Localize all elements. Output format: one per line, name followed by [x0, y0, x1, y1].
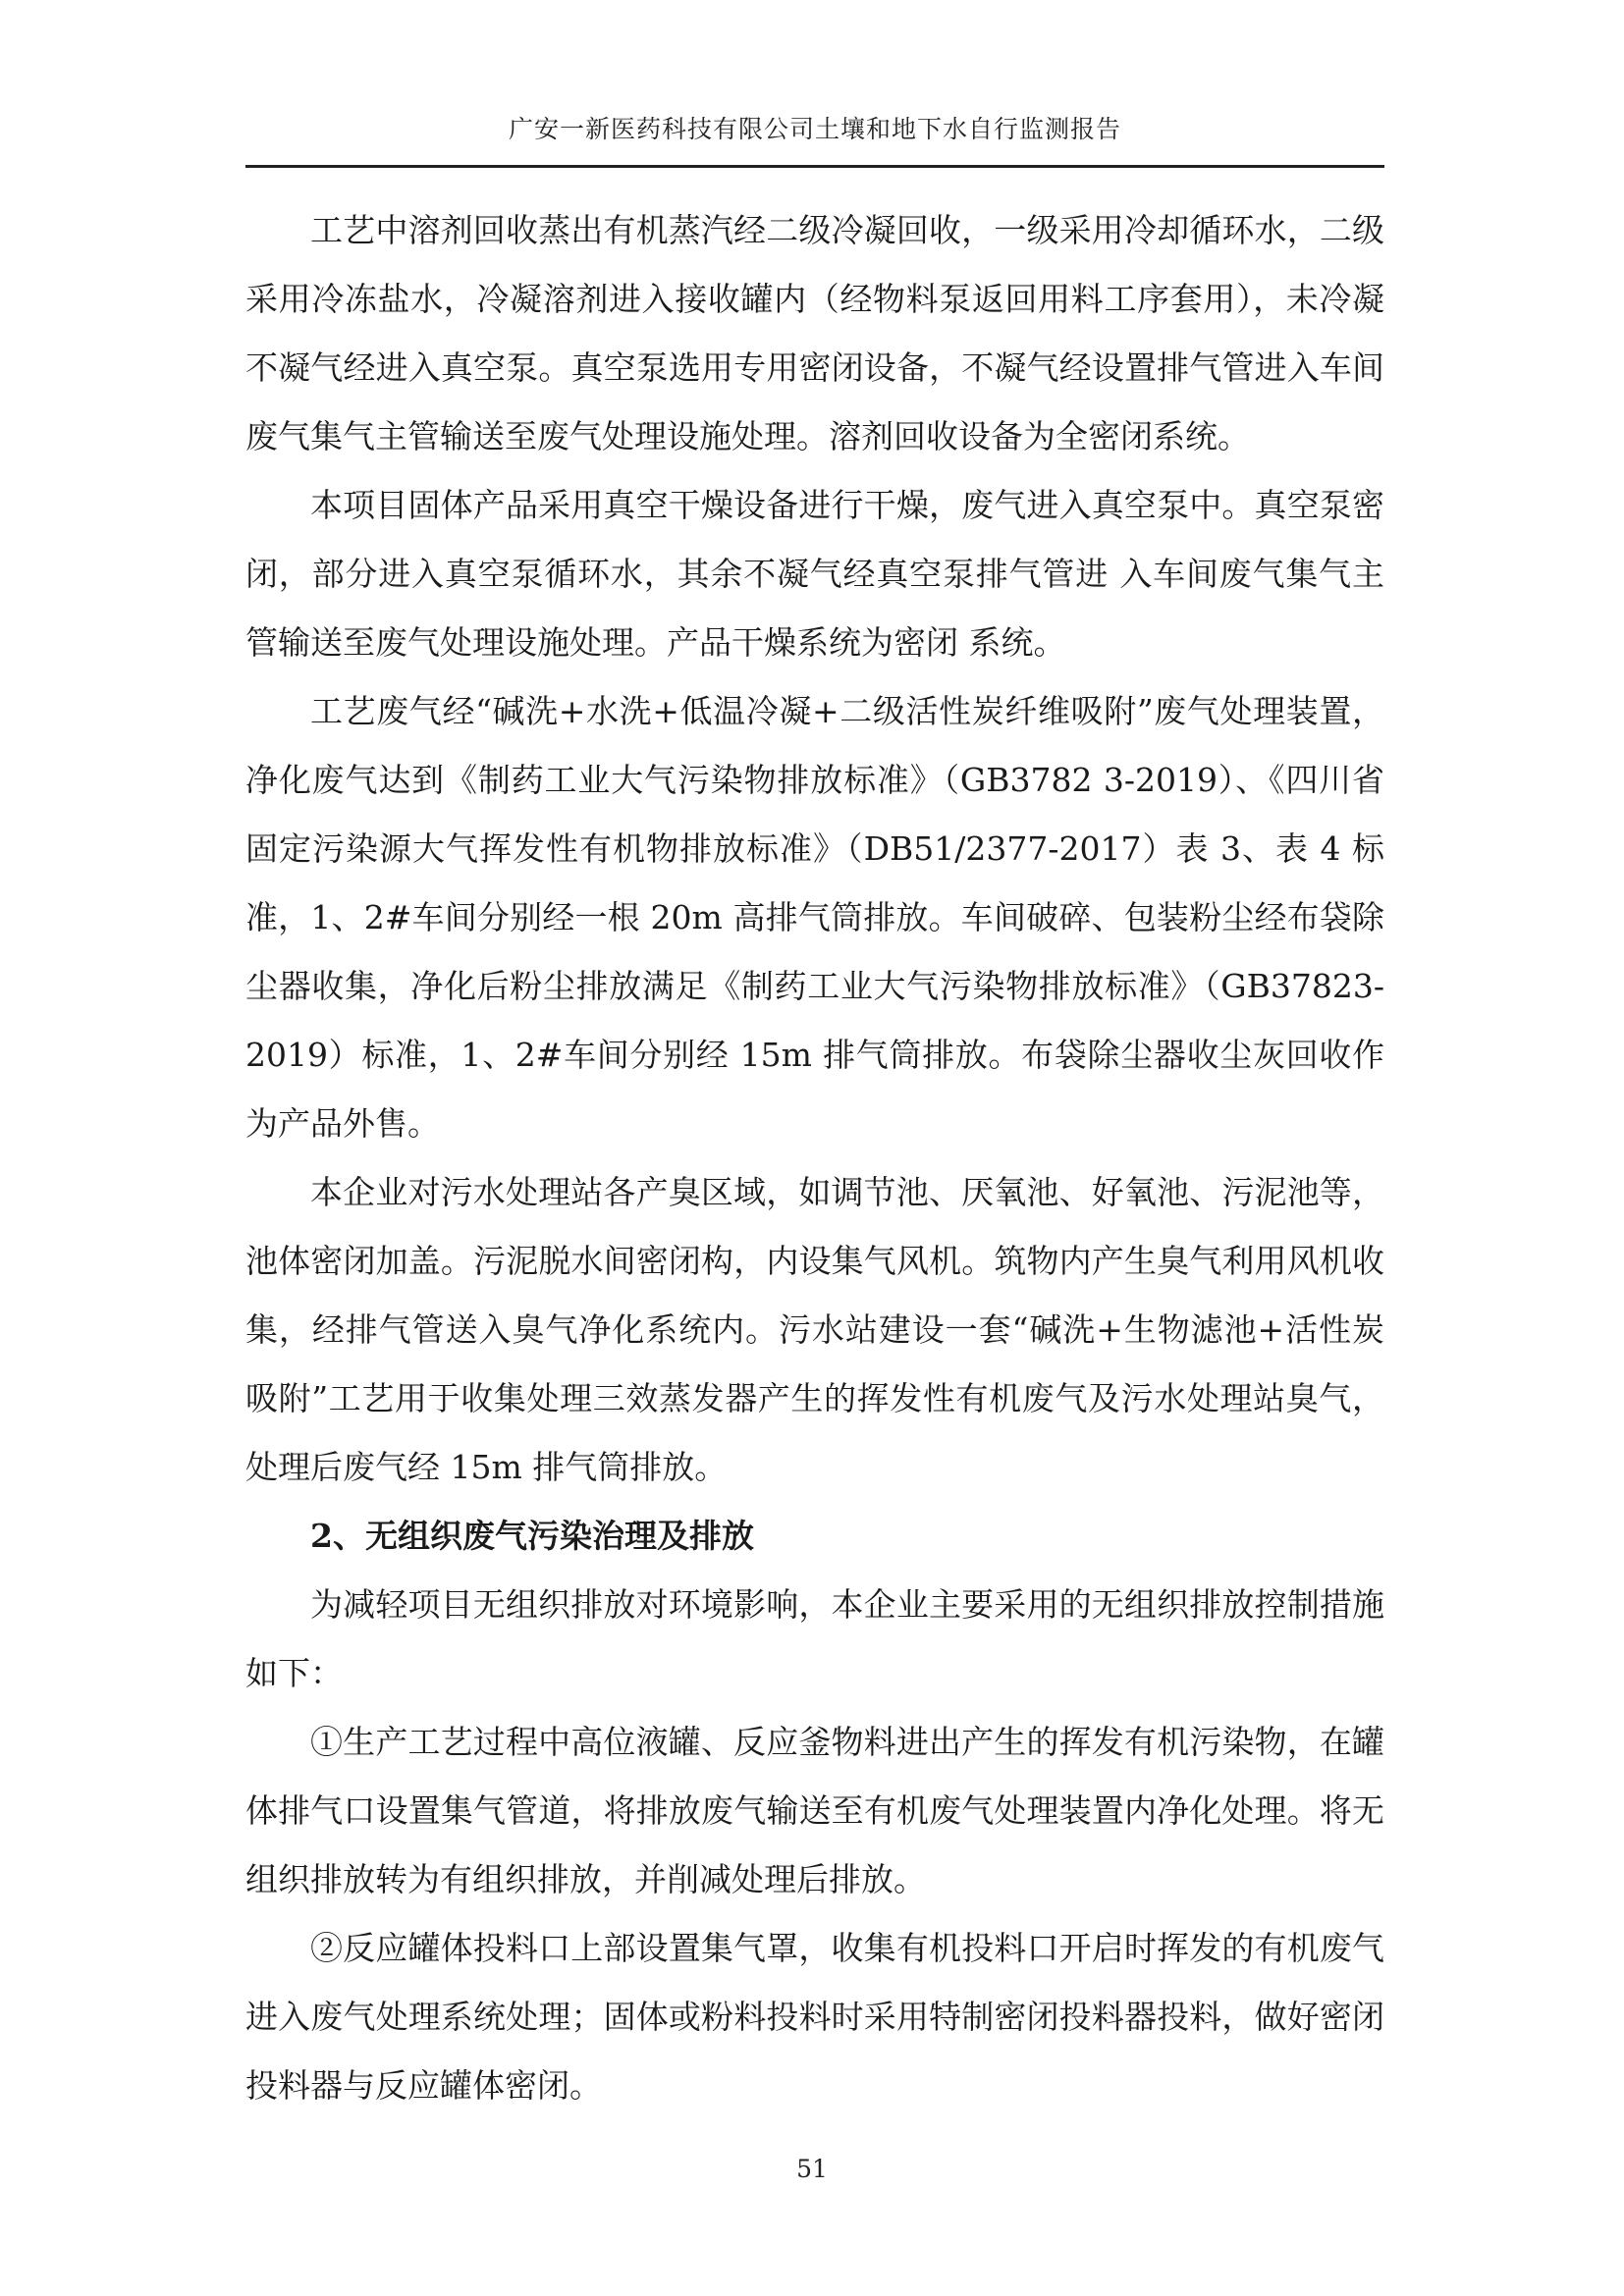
paragraph-process-exhaust: 工艺废气经“碱洗+水洗+低温冷凝+二级活性炭纤维吸附”废气处理装置，净化废气达到《制药工业大气污染物排放标准》（GB3782 3-2019）、《四川省固定污染源大气挥发性有机物排放标准》（DB51/2377-2017）表 3、表 4 标准，1、2#车间分别经一根 20m 高排气筒排放。车间破碎、包装粉尘经布袋除尘器收集，净化后粉尘排放满足《制药工业大气污染物排放标准》（GB37823-2019）标准，1、2#车间分别经 15m 排气筒排放。布袋除尘器收尘灰回收作为产品外售。 — [245, 692, 1384, 1143]
paragraph-measure-1: ①生产工艺过程中高位液罐、反应釜物料进出产生的挥发有机污染物，在罐体排气口设置集气管道，将排放废气输送至有机废气处理装置内净化处理。将无组织排放转为有组织排放，并削减处理后排放。 — [245, 1723, 1384, 1898]
section-heading-fugitive-emissions: 2、无组织废气污染治理及排放 — [310, 1517, 754, 1555]
paragraph-control-measures-intro: 为减轻项目无组织排放对环境影响，本企业主要采用的无组织排放控制措施如下： — [245, 1585, 1384, 1692]
paragraph-measure-2: ②反应罐体投料口上部设置集气罩，收集有机投料口开启时挥发的有机废气进入废气处理系统处理；固体或粉料投料时采用特制密闭投料器投料，做好密闭投料器与反应罐体密闭。 — [245, 1929, 1384, 2105]
document-body — [245, 196, 1384, 2120]
header-divider — [245, 165, 1384, 168]
page-header-title: 广安一新医药科技有限公司土壤和地下水自行监测报告 — [508, 115, 1121, 143]
paragraph-vacuum-drying: 本项目固体产品采用真空干燥设备进行干燥，废气进入真空泵中。真空泵密闭，部分进入真空泵循环水，其余不凝气经真空泵排气管进 入车间废气集气主管输送至废气处理设施处理。产品干燥系统为密闭 系统。 — [245, 486, 1384, 662]
paragraph-sewage-odor: 本企业对污水处理站各产臭区域，如调节池、厌氧池、好氧池、污泥池等，池体密闭加盖。污泥脱水间密闭构，内设集气风机。筑物内产生臭气利用风机收集，经排气管送入臭气净化系统内。污水站建设一套“碱洗+生物滤池+活性炭吸附”工艺用于收集处理三效蒸发器产生的挥发性有机废气及污水处理站臭气，处理后废气经 15m 排气筒排放。 — [245, 1173, 1384, 1486]
paragraph-solvent-recovery: 工艺中溶剂回收蒸出有机蒸汽经二级冷凝回收，一级采用冷却循环水，二级采用冷冻盐水，冷凝溶剂进入接收罐内（经物料泵返回用料工序套用），未冷凝不凝气经进入真空泵。真空泵选用专用密闭设备，不凝气经设置排气管进入车间废气集气主管输送至废气处理设施处理。溶剂回收设备为全密闭系统。 — [245, 211, 1384, 455]
page-number: 51 — [796, 2155, 828, 2183]
